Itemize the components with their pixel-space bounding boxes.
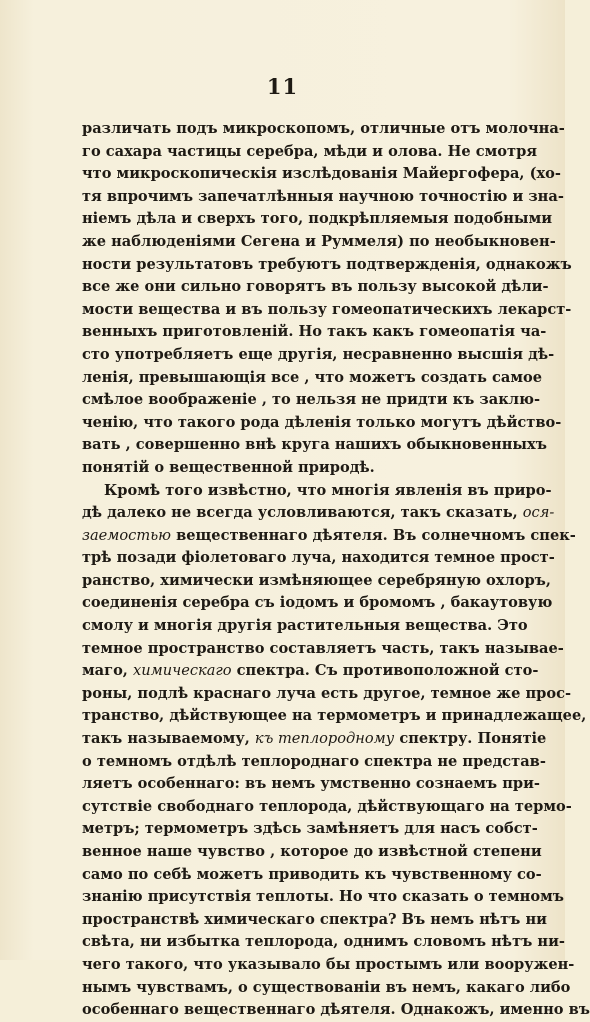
- text-run: ности результатовъ требуютъ подтвержденія, однакожъ: [82, 255, 572, 273]
- text-run: венное наше чувство , которое до извѣстной степени: [82, 843, 542, 860]
- text-line: [82, 592, 553, 615]
- italic-text: къ теплородному: [254, 730, 395, 748]
- text-line: [82, 683, 572, 706]
- text-run: ніемъ дѣла и сверхъ того, подкрѣпляемыя подобными: [82, 210, 553, 228]
- text-line: [82, 141, 538, 164]
- italic-text: заемостью: [82, 526, 171, 544]
- text-line: [82, 909, 547, 932]
- page-number: 11: [266, 74, 299, 99]
- text-run: Кромѣ того извѣстно, что многія явленія въ приро-: [104, 481, 552, 499]
- text-line: [82, 208, 553, 231]
- text-line: [82, 412, 562, 435]
- text-line: [82, 118, 565, 141]
- text-run: спектра. Съ противоположной сто-: [231, 662, 539, 680]
- text-run: ченію, что такого рода дѣленія только могутъ дѣйство-: [82, 413, 562, 431]
- text-line: [82, 231, 556, 254]
- text-line: [82, 977, 571, 1000]
- text-run: транство, дѣйствующее на термометръ и принадлежащее,: [82, 707, 587, 725]
- text-run: темное пространство составляетъ часть, такъ называе-: [82, 639, 564, 657]
- text-run: маго,: [82, 662, 133, 680]
- text-run: соединенія серебра съ іодомъ и бромомъ , бакаутовую: [82, 594, 553, 612]
- italic-text: химическаго: [132, 662, 232, 680]
- text-run: сто употребляетъ еще другія, несравненно высшія дѣ-: [82, 345, 555, 363]
- text-line: [82, 796, 572, 819]
- text-run: смолу и многія другія растительныя вещества. Это: [82, 617, 528, 635]
- text-run: понятій о вещественной природѣ.: [82, 458, 375, 476]
- text-line: [82, 389, 541, 412]
- body-text: [82, 118, 590, 1022]
- text-run: тя впрочимъ запечатлѣнныя научною точностію и зна-: [82, 187, 564, 205]
- text-run: знанію присутствія теплоты. Но что сказать о темномъ: [82, 888, 564, 906]
- text-line: [82, 705, 587, 728]
- text-line: [82, 434, 547, 457]
- text-run: такъ называемому,: [82, 730, 255, 748]
- text-line: [82, 864, 542, 887]
- text-run: же наблюденіями Сегена и Руммеля) по необыкновен-: [82, 232, 556, 250]
- text-line: [82, 525, 576, 548]
- text-line: [82, 502, 555, 525]
- text-line: [82, 931, 565, 954]
- text-run: вещественнаго дѣятеля. Въ солнечномъ спек-: [171, 526, 576, 544]
- text-run: о темномъ отдѣлѣ теплороднаго спектра не представ-: [82, 752, 546, 770]
- text-run: само по себѣ можетъ приводить къ чувственному со-: [82, 865, 542, 883]
- text-run: сутствіе свободнаго теплорода, дѣйствующаго на термо-: [82, 797, 572, 815]
- text-line: [82, 547, 555, 570]
- text-run: вать , совершенно внѣ круга нашихъ обыкновенныхъ: [82, 436, 547, 454]
- text-line: [82, 163, 561, 186]
- text-line: [82, 344, 555, 367]
- text-run: ранство, химически измѣняющее серебряную охлоръ,: [82, 571, 551, 589]
- text-line: [82, 367, 543, 390]
- text-run: нымъ чувствамъ, о существованіи въ немъ, какаго либо: [82, 978, 571, 996]
- text-run: чего такого, что указывало бы простымъ или вооружен-: [82, 955, 575, 973]
- text-line: [82, 841, 542, 864]
- text-line: [82, 299, 572, 322]
- text-run: что микроскопическія изслѣдованія Майергофера, (хо-: [82, 165, 561, 183]
- text-run: пространствѣ химическаго спектра? Въ немъ нѣтъ ни: [82, 910, 547, 928]
- text-line: [82, 254, 572, 277]
- text-run: го сахара частицы серебра, мѣди и олова. Не смотря: [82, 142, 538, 160]
- text-run: особеннаго вещественнаго дѣятеля. Однакожъ, именно въ: [82, 1001, 590, 1019]
- text-run: мости вещества и въ пользу гомеопатическихъ лекарст-: [82, 300, 572, 318]
- text-run: различать подъ микроскопомъ, отличные отъ молочна-: [82, 120, 565, 137]
- text-run: роны, подлѣ краснаго луча есть другое, темное же прос-: [82, 684, 572, 702]
- text-line: [82, 186, 564, 209]
- text-run: трѣ позади фіолетоваго луча, находится темное прост-: [82, 549, 555, 567]
- text-run: метръ; термометръ здѣсь замѣняетъ для насъ собст-: [82, 820, 538, 838]
- text-line: [82, 818, 538, 841]
- text-line: [82, 276, 549, 299]
- text-line: [82, 999, 590, 1022]
- text-line: [82, 728, 547, 751]
- text-line: [82, 321, 547, 344]
- text-line: [82, 954, 575, 977]
- text-line: [82, 615, 528, 638]
- text-line: [82, 480, 552, 503]
- text-line: [82, 751, 546, 774]
- text-run: свѣта, ни избытка теплорода, однимъ словомъ нѣтъ ни-: [82, 933, 565, 951]
- text-line: [82, 886, 564, 909]
- text-run: венныхъ приготовленій. Но такъ какъ гомеопатія ча-: [82, 323, 547, 341]
- text-run: спектру. Понятіе: [394, 730, 547, 748]
- text-run: дѣ далеко не всегда условливаются, такъ сказать,: [82, 504, 523, 522]
- text-run: все же они сильно говорятъ въ пользу высокой дѣли-: [82, 278, 549, 296]
- text-run: смѣлое воображеніе , то нельзя не придти къ заклю-: [82, 391, 541, 409]
- text-run: ленія, превышающія все , что можетъ создать самое: [82, 368, 543, 386]
- text-line: [82, 660, 539, 683]
- text-line: [82, 638, 564, 661]
- text-line: [82, 457, 513, 480]
- text-line: [82, 773, 540, 796]
- text-line: [82, 570, 551, 593]
- italic-text: ося-: [522, 504, 555, 522]
- text-run: ляетъ особеннаго: въ немъ умственно сознаемъ при-: [82, 775, 540, 793]
